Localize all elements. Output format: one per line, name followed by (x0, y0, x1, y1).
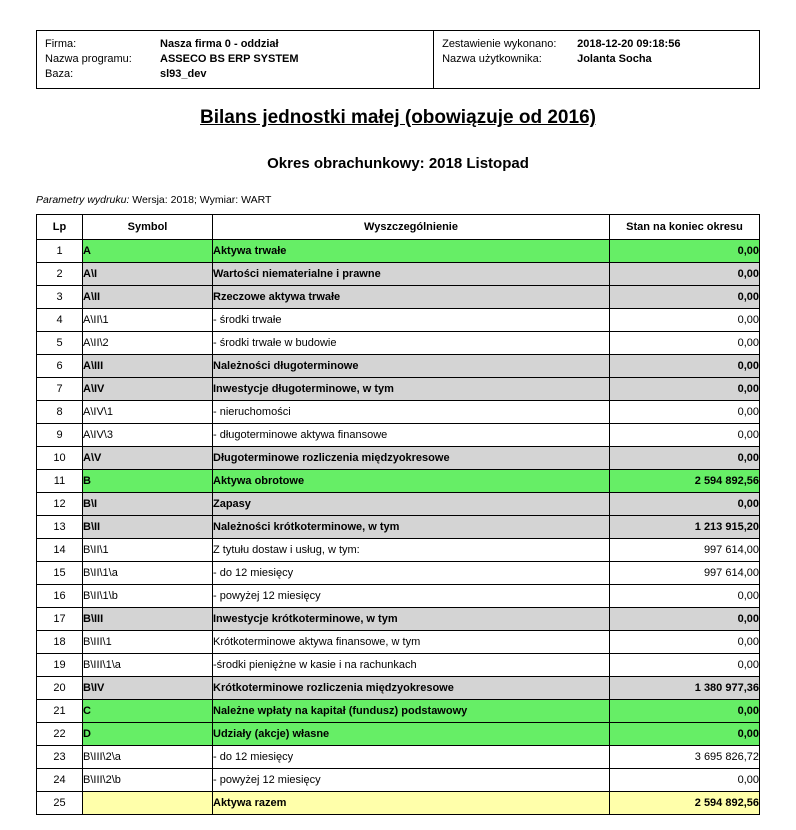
cell-lp: 6 (37, 355, 83, 378)
cell-description: Krótkoterminowe aktywa finansowe, w tym (213, 631, 610, 654)
column-header-lp: Lp (37, 215, 83, 240)
page-title: Bilans jednostki małej (obowiązuje od 2016) (200, 107, 596, 128)
cell-symbol: A\II\1 (83, 309, 213, 332)
cell-amount: 2 594 892,56 (610, 470, 760, 493)
page-subtitle: Okres obrachunkowy: 2018 Listopad (267, 155, 529, 172)
cell-description: Należne wpłaty na kapitał (fundusz) podstawowy (213, 700, 610, 723)
header-value-generated: 2018-12-20 09:18:56 (577, 38, 681, 50)
column-header-symbol: Symbol (83, 215, 213, 240)
cell-lp: 8 (37, 401, 83, 424)
cell-lp: 1 (37, 240, 83, 263)
cell-lp: 19 (37, 654, 83, 677)
cell-description: - powyżej 12 miesięcy (213, 769, 610, 792)
cell-description: - do 12 miesięcy (213, 562, 610, 585)
cell-lp: 10 (37, 447, 83, 470)
table-row (37, 447, 760, 470)
cell-symbol: A\IV (83, 378, 213, 401)
table-row (37, 585, 760, 608)
cell-symbol: A\IV\3 (83, 424, 213, 447)
table-row (37, 424, 760, 447)
cell-amount: 997 614,00 (610, 539, 760, 562)
cell-description: - środki trwałe w budowie (213, 332, 610, 355)
cell-description: - długoterminowe aktywa finansowe (213, 424, 610, 447)
table-row (37, 493, 760, 516)
cell-lp: 17 (37, 608, 83, 631)
cell-amount: 0,00 (610, 378, 760, 401)
header-label-generated: Zestawienie wykonano: (442, 38, 557, 50)
table-row (37, 378, 760, 401)
cell-amount: 0,00 (610, 654, 760, 677)
cell-symbol: B\II\1\b (83, 585, 213, 608)
cell-amount: 0,00 (610, 631, 760, 654)
header-value-baza: sl93_dev (160, 68, 207, 80)
cell-lp: 25 (37, 792, 83, 815)
cell-lp: 3 (37, 286, 83, 309)
table-row (37, 240, 760, 263)
table-row (37, 263, 760, 286)
cell-lp: 23 (37, 746, 83, 769)
report-header-box (36, 30, 760, 89)
cell-symbol: B\III (83, 608, 213, 631)
cell-lp: 18 (37, 631, 83, 654)
cell-lp: 12 (37, 493, 83, 516)
table-row (37, 401, 760, 424)
cell-description: Krótkoterminowe rozliczenia międzyokresowe (213, 677, 610, 700)
table-row (37, 539, 760, 562)
cell-description: - do 12 miesięcy (213, 746, 610, 769)
cell-amount: 0,00 (610, 309, 760, 332)
cell-description: Aktywa razem (213, 792, 610, 815)
header-row (442, 52, 751, 67)
column-header-amount: Stan na koniec okresu (610, 215, 760, 240)
cell-symbol: B\III\1\a (83, 654, 213, 677)
table-row (37, 309, 760, 332)
cell-description: - środki trwałe (213, 309, 610, 332)
cell-description: Należności długoterminowe (213, 355, 610, 378)
header-row (45, 67, 425, 82)
table-row (37, 654, 760, 677)
cell-lp: 15 (37, 562, 83, 585)
table-row (37, 700, 760, 723)
cell-amount: 0,00 (610, 332, 760, 355)
header-row (442, 37, 751, 52)
cell-lp: 4 (37, 309, 83, 332)
cell-symbol (83, 792, 213, 815)
cell-symbol: A (83, 240, 213, 263)
cell-description: - nieruchomości (213, 401, 610, 424)
cell-description: Wartości niematerialne i prawne (213, 263, 610, 286)
cell-lp: 9 (37, 424, 83, 447)
cell-symbol: A\V (83, 447, 213, 470)
header-row (45, 37, 425, 52)
cell-description: - powyżej 12 miesięcy (213, 585, 610, 608)
cell-amount: 0,00 (610, 585, 760, 608)
print-parameters (36, 194, 760, 206)
cell-amount: 1 380 977,36 (610, 677, 760, 700)
cell-lp: 11 (37, 470, 83, 493)
cell-description: Zapasy (213, 493, 610, 516)
print-parameters-value: Wersja: 2018; Wymiar: WART (132, 194, 272, 206)
cell-lp: 7 (37, 378, 83, 401)
header-company-block (37, 31, 434, 88)
cell-symbol: B\III\2\b (83, 769, 213, 792)
cell-symbol: A\II\2 (83, 332, 213, 355)
cell-lp: 16 (37, 585, 83, 608)
cell-symbol: C (83, 700, 213, 723)
header-label-firma: Firma: (45, 38, 77, 50)
table-header-row (37, 215, 760, 240)
cell-symbol: B (83, 470, 213, 493)
cell-description: Należności krótkoterminowe, w tym (213, 516, 610, 539)
cell-lp: 13 (37, 516, 83, 539)
table-row (37, 355, 760, 378)
table-row (37, 332, 760, 355)
cell-amount: 3 695 826,72 (610, 746, 760, 769)
table-row (37, 677, 760, 700)
table-row (37, 516, 760, 539)
cell-description: Aktywa trwałe (213, 240, 610, 263)
cell-description: Udziały (akcje) własne (213, 723, 610, 746)
cell-amount: 0,00 (610, 700, 760, 723)
cell-description: Z tytułu dostaw i usług, w tym: (213, 539, 610, 562)
table-row (37, 562, 760, 585)
cell-amount: 0,00 (610, 401, 760, 424)
cell-amount: 997 614,00 (610, 562, 760, 585)
cell-amount: 0,00 (610, 447, 760, 470)
cell-lp: 2 (37, 263, 83, 286)
cell-amount: 0,00 (610, 286, 760, 309)
column-header-description: Wyszczególnienie (213, 215, 610, 240)
cell-amount: 0,00 (610, 424, 760, 447)
cell-description: Inwestycje długoterminowe, w tym (213, 378, 610, 401)
cell-symbol: B\IV (83, 677, 213, 700)
cell-amount: 0,00 (610, 355, 760, 378)
cell-symbol: B\II\1\a (83, 562, 213, 585)
cell-symbol: A\II (83, 286, 213, 309)
header-value-firma: Nasza firma 0 - oddział (160, 38, 279, 50)
cell-symbol: A\III (83, 355, 213, 378)
cell-amount: 0,00 (610, 263, 760, 286)
cell-amount: 0,00 (610, 493, 760, 516)
cell-symbol: B\II\1 (83, 539, 213, 562)
cell-lp: 14 (37, 539, 83, 562)
cell-description: -środki pieniężne w kasie i na rachunkach (213, 654, 610, 677)
header-value-program: ASSECO BS ERP SYSTEM (160, 53, 299, 65)
cell-description: Inwestycje krótkoterminowe, w tym (213, 608, 610, 631)
header-row (45, 52, 425, 67)
cell-amount: 0,00 (610, 769, 760, 792)
cell-symbol: A\IV\1 (83, 401, 213, 424)
header-label-baza: Baza: (45, 68, 74, 80)
cell-symbol: B\I (83, 493, 213, 516)
table-row (37, 723, 760, 746)
cell-symbol: B\III\1 (83, 631, 213, 654)
table-body (37, 240, 760, 815)
cell-description: Aktywa obrotowe (213, 470, 610, 493)
table-row (37, 631, 760, 654)
cell-lp: 20 (37, 677, 83, 700)
cell-symbol: D (83, 723, 213, 746)
cell-lp: 5 (37, 332, 83, 355)
balance-table (36, 214, 760, 815)
cell-amount: 2 594 892,56 (610, 792, 760, 815)
table-row (37, 769, 760, 792)
table-row (37, 746, 760, 769)
cell-lp: 21 (37, 700, 83, 723)
table-row (37, 608, 760, 631)
header-value-user: Jolanta Socha (577, 53, 652, 65)
cell-amount: 0,00 (610, 608, 760, 631)
table-row (37, 286, 760, 309)
cell-symbol: B\II (83, 516, 213, 539)
print-parameters-label: Parametry wydruku: (36, 194, 130, 206)
cell-amount: 0,00 (610, 240, 760, 263)
cell-lp: 24 (37, 769, 83, 792)
header-label-user: Nazwa użytkownika: (442, 53, 542, 65)
cell-symbol: B\III\2\a (83, 746, 213, 769)
table-row (37, 470, 760, 493)
cell-amount: 0,00 (610, 723, 760, 746)
cell-description: Rzeczowe aktywa trwałe (213, 286, 610, 309)
cell-symbol: A\I (83, 263, 213, 286)
header-meta-block (434, 31, 759, 88)
cell-amount: 1 213 915,20 (610, 516, 760, 539)
table-row (37, 792, 760, 815)
cell-description: Długoterminowe rozliczenia międzyokresowe (213, 447, 610, 470)
header-label-program: Nazwa programu: (45, 53, 132, 65)
cell-lp: 22 (37, 723, 83, 746)
